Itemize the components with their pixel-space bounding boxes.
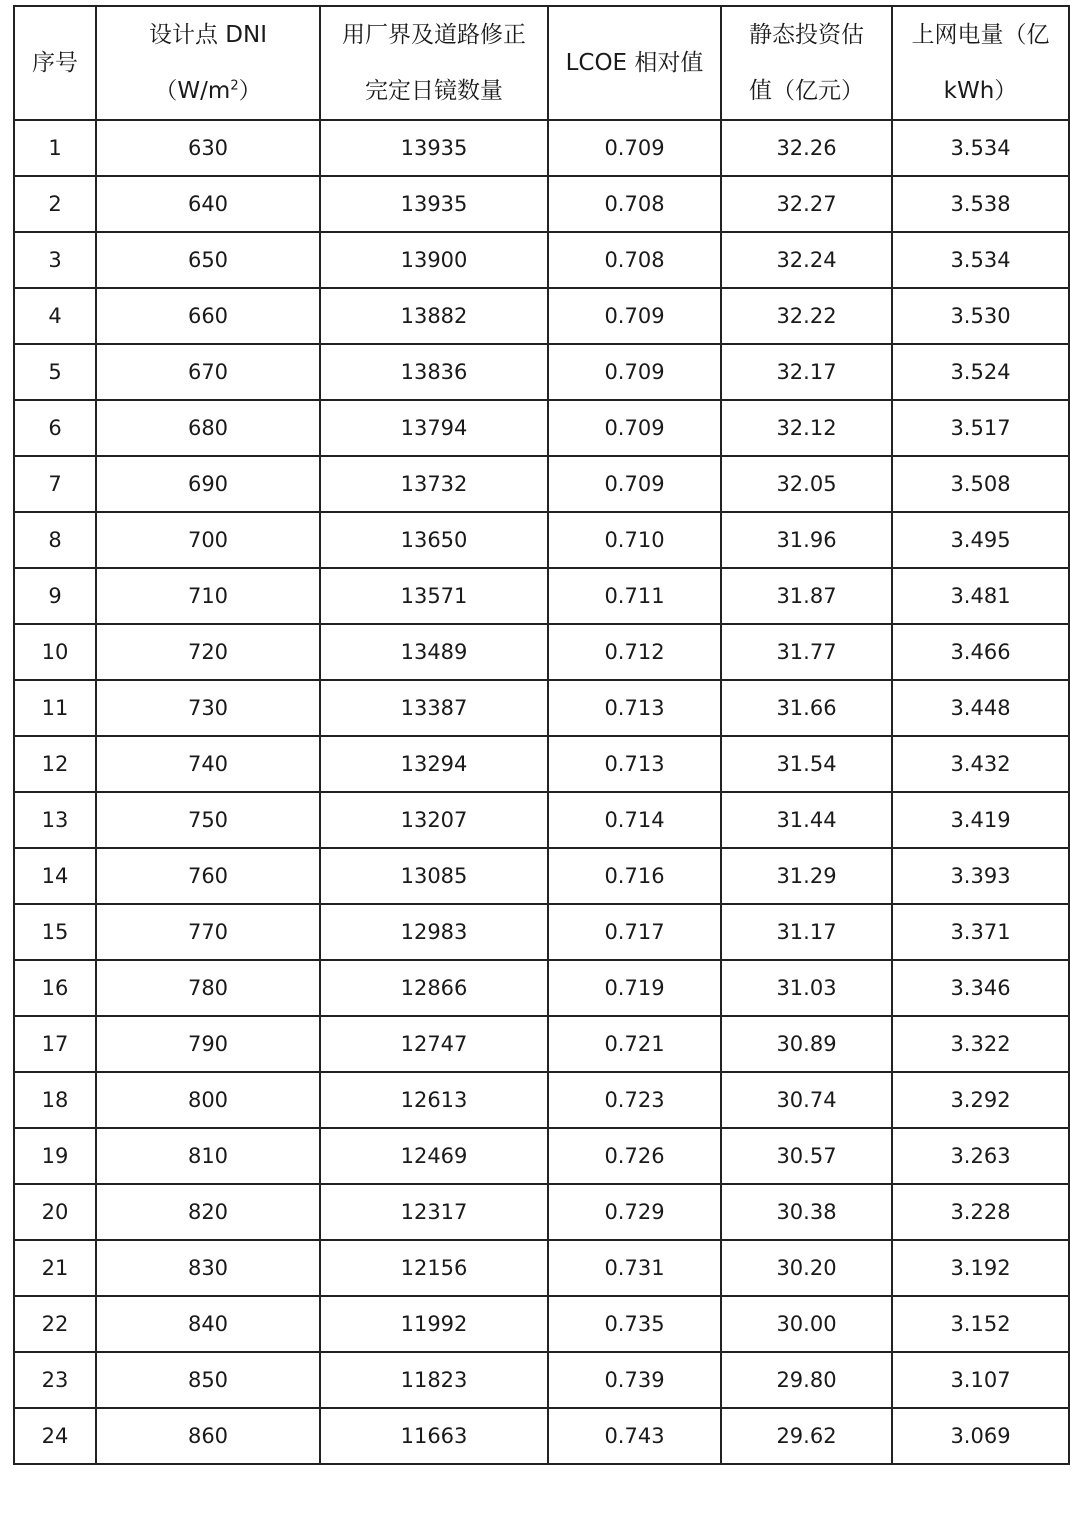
- table-row: [14, 288, 1069, 344]
- cell-mirror-count: 13489: [320, 624, 548, 680]
- table-row: [14, 456, 1069, 512]
- cell-investment: 30.00: [721, 1296, 892, 1352]
- cell-mirror-count: 13900: [320, 232, 548, 288]
- header-power: [892, 6, 1069, 120]
- cell-grid-power: 3.530: [892, 288, 1069, 344]
- table-row: [14, 1016, 1069, 1072]
- cell-grid-power: 3.263: [892, 1128, 1069, 1184]
- cell-mirror-count: 12613: [320, 1072, 548, 1128]
- cell-index: 20: [14, 1184, 96, 1240]
- cell-investment: 30.57: [721, 1128, 892, 1184]
- cell-grid-power: 3.432: [892, 736, 1069, 792]
- cell-investment: 31.66: [721, 680, 892, 736]
- cell-investment: 31.87: [721, 568, 892, 624]
- cell-investment: 31.17: [721, 904, 892, 960]
- header-power-line1: 上网电量（亿: [911, 22, 1050, 48]
- header-mirrors-line2: 完定日镜数量: [365, 78, 503, 104]
- cell-lcoe: 0.709: [548, 120, 721, 176]
- header-index-label: 序号: [32, 50, 78, 76]
- cell-dni: 680: [96, 400, 320, 456]
- cell-dni: 790: [96, 1016, 320, 1072]
- cell-lcoe: 0.709: [548, 400, 721, 456]
- cell-lcoe: 0.709: [548, 288, 721, 344]
- cell-mirror-count: 13294: [320, 736, 548, 792]
- cell-investment: 31.96: [721, 512, 892, 568]
- cell-index: 15: [14, 904, 96, 960]
- cell-investment: 29.62: [721, 1408, 892, 1464]
- cell-lcoe: 0.731: [548, 1240, 721, 1296]
- cell-investment: 32.26: [721, 120, 892, 176]
- cell-lcoe: 0.717: [548, 904, 721, 960]
- cell-index: 7: [14, 456, 96, 512]
- cell-mirror-count: 13794: [320, 400, 548, 456]
- table-row: [14, 736, 1069, 792]
- header-row: [14, 6, 1069, 120]
- table-row: [14, 904, 1069, 960]
- cell-grid-power: 3.448: [892, 680, 1069, 736]
- header-dni-line2: [97, 63, 319, 119]
- cell-grid-power: 3.371: [892, 904, 1069, 960]
- cell-mirror-count: 12156: [320, 1240, 548, 1296]
- cell-index: 17: [14, 1016, 96, 1072]
- cell-dni: 690: [96, 456, 320, 512]
- cell-investment: 31.03: [721, 960, 892, 1016]
- cell-dni: 810: [96, 1128, 320, 1184]
- cell-mirror-count: 11663: [320, 1408, 548, 1464]
- cell-investment: 32.27: [721, 176, 892, 232]
- cell-lcoe: 0.723: [548, 1072, 721, 1128]
- cell-grid-power: 3.192: [892, 1240, 1069, 1296]
- cell-grid-power: 3.466: [892, 624, 1069, 680]
- header-power-line2: kWh）: [943, 78, 1018, 104]
- cell-mirror-count: 13650: [320, 512, 548, 568]
- cell-index: 16: [14, 960, 96, 1016]
- header-dni-unit-pre: （W/m: [154, 78, 231, 104]
- cell-lcoe: 0.743: [548, 1408, 721, 1464]
- cell-index: 1: [14, 120, 96, 176]
- cell-index: 12: [14, 736, 96, 792]
- cell-grid-power: 3.228: [892, 1184, 1069, 1240]
- cell-mirror-count: 13882: [320, 288, 548, 344]
- table-row: [14, 1128, 1069, 1184]
- data-table-container: [13, 5, 1068, 1465]
- cell-dni: 750: [96, 792, 320, 848]
- header-dni-unit-post: ）: [238, 78, 262, 104]
- table-row: [14, 232, 1069, 288]
- cell-index: 9: [14, 568, 96, 624]
- cell-lcoe: 0.739: [548, 1352, 721, 1408]
- cell-grid-power: 3.534: [892, 232, 1069, 288]
- cell-lcoe: 0.713: [548, 680, 721, 736]
- header-invest-line1: 静态投资估: [749, 22, 864, 48]
- table-row: [14, 680, 1069, 736]
- cell-index: 19: [14, 1128, 96, 1184]
- cell-dni: 860: [96, 1408, 320, 1464]
- cell-investment: 31.29: [721, 848, 892, 904]
- cell-lcoe: 0.711: [548, 568, 721, 624]
- cell-grid-power: 3.495: [892, 512, 1069, 568]
- table-row: [14, 400, 1069, 456]
- cell-dni: 650: [96, 232, 320, 288]
- cell-grid-power: 3.346: [892, 960, 1069, 1016]
- cell-mirror-count: 13387: [320, 680, 548, 736]
- header-dni: [96, 6, 320, 120]
- cell-index: 11: [14, 680, 96, 736]
- table-row: [14, 1184, 1069, 1240]
- cell-dni: 830: [96, 1240, 320, 1296]
- cell-index: 22: [14, 1296, 96, 1352]
- cell-grid-power: 3.069: [892, 1408, 1069, 1464]
- cell-grid-power: 3.292: [892, 1072, 1069, 1128]
- cell-lcoe: 0.709: [548, 456, 721, 512]
- cell-dni: 730: [96, 680, 320, 736]
- cell-mirror-count: 12469: [320, 1128, 548, 1184]
- table-row: [14, 120, 1069, 176]
- cell-dni: 700: [96, 512, 320, 568]
- cell-dni: 720: [96, 624, 320, 680]
- table-row: [14, 960, 1069, 1016]
- cell-dni: 640: [96, 176, 320, 232]
- cell-dni: 740: [96, 736, 320, 792]
- cell-lcoe: 0.714: [548, 792, 721, 848]
- cell-mirror-count: 13085: [320, 848, 548, 904]
- cell-mirror-count: 12983: [320, 904, 548, 960]
- table-row: [14, 624, 1069, 680]
- header-invest-line2: 值（亿元）: [749, 78, 864, 104]
- cell-lcoe: 0.729: [548, 1184, 721, 1240]
- cell-mirror-count: 11823: [320, 1352, 548, 1408]
- cell-mirror-count: 13207: [320, 792, 548, 848]
- cell-investment: 32.17: [721, 344, 892, 400]
- table-row: [14, 848, 1069, 904]
- header-index: [14, 6, 96, 120]
- cell-dni: 820: [96, 1184, 320, 1240]
- cell-investment: 32.05: [721, 456, 892, 512]
- cell-index: 2: [14, 176, 96, 232]
- cell-mirror-count: 13935: [320, 176, 548, 232]
- table-body: [14, 120, 1069, 1464]
- cell-dni: 670: [96, 344, 320, 400]
- cell-lcoe: 0.708: [548, 176, 721, 232]
- cell-lcoe: 0.716: [548, 848, 721, 904]
- cell-lcoe: 0.721: [548, 1016, 721, 1072]
- header-mirrors-line1: 用厂界及道路修正: [342, 22, 526, 48]
- cell-index: 4: [14, 288, 96, 344]
- cell-index: 23: [14, 1352, 96, 1408]
- cell-grid-power: 3.322: [892, 1016, 1069, 1072]
- cell-lcoe: 0.709: [548, 344, 721, 400]
- cell-dni: 760: [96, 848, 320, 904]
- cell-investment: 30.20: [721, 1240, 892, 1296]
- header-invest: [721, 6, 892, 120]
- table-row: [14, 568, 1069, 624]
- cell-index: 6: [14, 400, 96, 456]
- cell-investment: 32.12: [721, 400, 892, 456]
- table-row: [14, 1072, 1069, 1128]
- cell-grid-power: 3.419: [892, 792, 1069, 848]
- cell-mirror-count: 12317: [320, 1184, 548, 1240]
- cell-dni: 780: [96, 960, 320, 1016]
- table-row: [14, 512, 1069, 568]
- dni-design-table: [13, 5, 1070, 1465]
- cell-grid-power: 3.107: [892, 1352, 1069, 1408]
- cell-investment: 30.89: [721, 1016, 892, 1072]
- cell-dni: 800: [96, 1072, 320, 1128]
- cell-investment: 31.77: [721, 624, 892, 680]
- cell-dni: 660: [96, 288, 320, 344]
- cell-investment: 30.74: [721, 1072, 892, 1128]
- header-lcoe-label: LCOE 相对值: [565, 50, 704, 76]
- cell-index: 5: [14, 344, 96, 400]
- table-row: [14, 1296, 1069, 1352]
- cell-investment: 32.24: [721, 232, 892, 288]
- cell-grid-power: 3.524: [892, 344, 1069, 400]
- cell-index: 13: [14, 792, 96, 848]
- table-row: [14, 176, 1069, 232]
- cell-index: 24: [14, 1408, 96, 1464]
- header-lcoe: [548, 6, 721, 120]
- cell-mirror-count: 13732: [320, 456, 548, 512]
- cell-mirror-count: 12747: [320, 1016, 548, 1072]
- cell-mirror-count: 12866: [320, 960, 548, 1016]
- header-dni-unit-sup: 2: [230, 78, 239, 94]
- table-row: [14, 792, 1069, 848]
- cell-index: 8: [14, 512, 96, 568]
- table-header: [14, 6, 1069, 120]
- table-row: [14, 1408, 1069, 1464]
- table-row: [14, 1240, 1069, 1296]
- cell-dni: 770: [96, 904, 320, 960]
- cell-index: 3: [14, 232, 96, 288]
- cell-lcoe: 0.726: [548, 1128, 721, 1184]
- header-mirrors: [320, 6, 548, 120]
- cell-lcoe: 0.708: [548, 232, 721, 288]
- header-dni-line1: 设计点 DNI: [148, 22, 267, 48]
- cell-investment: 32.22: [721, 288, 892, 344]
- cell-investment: 29.80: [721, 1352, 892, 1408]
- cell-lcoe: 0.735: [548, 1296, 721, 1352]
- cell-grid-power: 3.517: [892, 400, 1069, 456]
- cell-lcoe: 0.712: [548, 624, 721, 680]
- cell-grid-power: 3.152: [892, 1296, 1069, 1352]
- cell-dni: 850: [96, 1352, 320, 1408]
- cell-investment: 31.44: [721, 792, 892, 848]
- cell-grid-power: 3.481: [892, 568, 1069, 624]
- cell-index: 21: [14, 1240, 96, 1296]
- cell-grid-power: 3.393: [892, 848, 1069, 904]
- cell-mirror-count: 11992: [320, 1296, 548, 1352]
- cell-mirror-count: 13836: [320, 344, 548, 400]
- cell-grid-power: 3.534: [892, 120, 1069, 176]
- cell-dni: 630: [96, 120, 320, 176]
- cell-lcoe: 0.713: [548, 736, 721, 792]
- cell-grid-power: 3.508: [892, 456, 1069, 512]
- cell-lcoe: 0.719: [548, 960, 721, 1016]
- cell-lcoe: 0.710: [548, 512, 721, 568]
- cell-investment: 31.54: [721, 736, 892, 792]
- cell-index: 14: [14, 848, 96, 904]
- table-row: [14, 1352, 1069, 1408]
- cell-mirror-count: 13935: [320, 120, 548, 176]
- cell-investment: 30.38: [721, 1184, 892, 1240]
- cell-index: 10: [14, 624, 96, 680]
- table-row: [14, 344, 1069, 400]
- cell-dni: 710: [96, 568, 320, 624]
- cell-index: 18: [14, 1072, 96, 1128]
- cell-dni: 840: [96, 1296, 320, 1352]
- cell-mirror-count: 13571: [320, 568, 548, 624]
- cell-grid-power: 3.538: [892, 176, 1069, 232]
